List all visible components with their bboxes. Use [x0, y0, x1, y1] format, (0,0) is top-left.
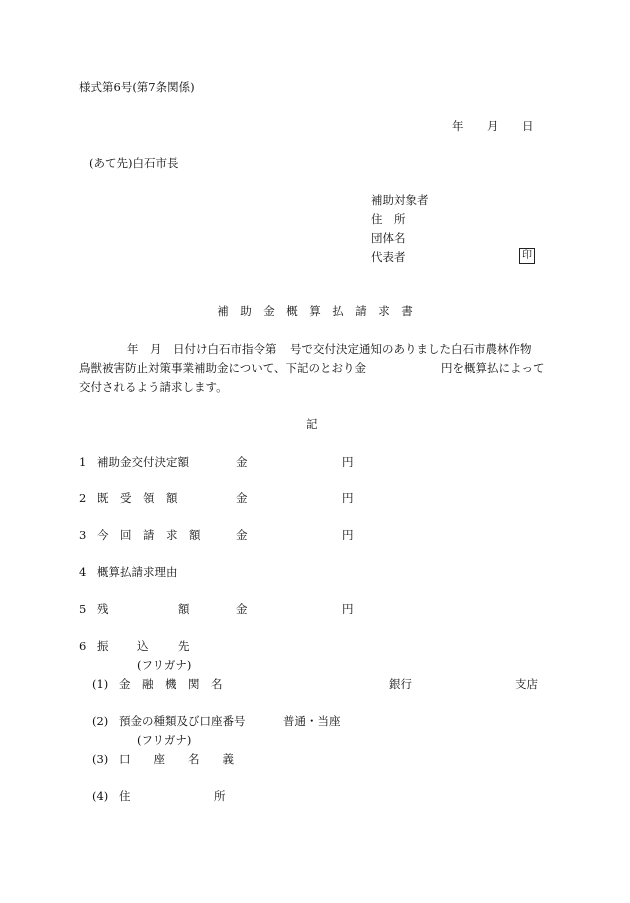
date-year: 年: [452, 119, 464, 133]
applicant-address-label: 住 所: [371, 212, 406, 226]
body-month: 月: [150, 342, 162, 356]
item-6-no: 6: [79, 639, 87, 653]
item-2-no: 2: [79, 491, 87, 505]
item-6-label-c: 先: [178, 639, 190, 653]
item-5-kin: 金: [236, 602, 248, 616]
item-3-en: 円: [342, 528, 354, 542]
addressee: (あて先)白石市長: [89, 156, 179, 170]
item-5-label-a: 残: [97, 602, 109, 616]
ki-heading: 記: [306, 417, 318, 431]
body-line2b: 円を概算払によって: [441, 361, 545, 375]
item-1-label: 補助金交付決定額: [97, 455, 189, 469]
body-line2a: 鳥獣被害防止対策事業補助金について、下記のとおり金: [79, 361, 367, 375]
body-number-text: 号で交付決定通知のありました白石市農林作物: [290, 342, 532, 356]
sub-2-no: (2): [92, 714, 109, 728]
body-date-text: 日付け白石市指令第: [173, 342, 277, 356]
item-2-en: 円: [342, 491, 354, 505]
body-line3: 交付されるよう請求します。: [79, 380, 228, 394]
item-4-label: 概算払請求理由: [97, 565, 178, 579]
item-5-no: 5: [79, 602, 87, 616]
sub-1-no: (1): [92, 677, 109, 691]
item-2-kin: 金: [236, 491, 248, 505]
item-1-no: 1: [79, 455, 87, 469]
sub-3-no: (3): [92, 752, 109, 766]
body-year: 年: [127, 342, 139, 356]
item-6-label-a: 振: [97, 639, 109, 653]
sub-4-label-b: 所: [214, 789, 226, 803]
furigana-label-2: (フリガナ): [137, 733, 192, 747]
item-3-label: 今 回 請 求 額: [97, 528, 201, 542]
sub-2-type: 普通・当座: [283, 714, 341, 728]
document-title: 補 助 金 概 算 払 請 求 書: [217, 304, 413, 318]
sub-2-label: 預金の種類及び口座番号: [119, 714, 246, 728]
date-day: 日: [522, 119, 534, 133]
item-2-label: 既 受 領 額: [97, 491, 178, 505]
applicant-rep-label: 代表者: [371, 250, 406, 264]
seal-mark: 印: [519, 248, 535, 264]
form-number-label: 様式第6号(第7条関係): [79, 80, 195, 94]
date-month: 月: [487, 119, 499, 133]
item-5-label-b: 額: [178, 602, 190, 616]
applicant-target-label: 補助対象者: [371, 193, 429, 207]
item-1-en: 円: [342, 455, 354, 469]
item-3-no: 3: [79, 528, 87, 542]
item-1-kin: 金: [236, 455, 248, 469]
sub-3-label: 口 座 名 義: [119, 752, 234, 766]
furigana-label-1: (フリガナ): [137, 658, 192, 672]
sub-4-no: (4): [92, 789, 109, 803]
item-6-label-b: 込: [137, 639, 149, 653]
sub-1-label: 金 融 機 関 名: [119, 677, 223, 691]
sub-4-label-a: 住: [119, 789, 131, 803]
item-4-no: 4: [79, 565, 87, 579]
item-3-kin: 金: [236, 528, 248, 542]
sub-1-branch: 支店: [515, 677, 538, 691]
item-5-en: 円: [342, 602, 354, 616]
applicant-org-label: 団体名: [371, 231, 406, 245]
sub-1-bank: 銀行: [389, 677, 412, 691]
